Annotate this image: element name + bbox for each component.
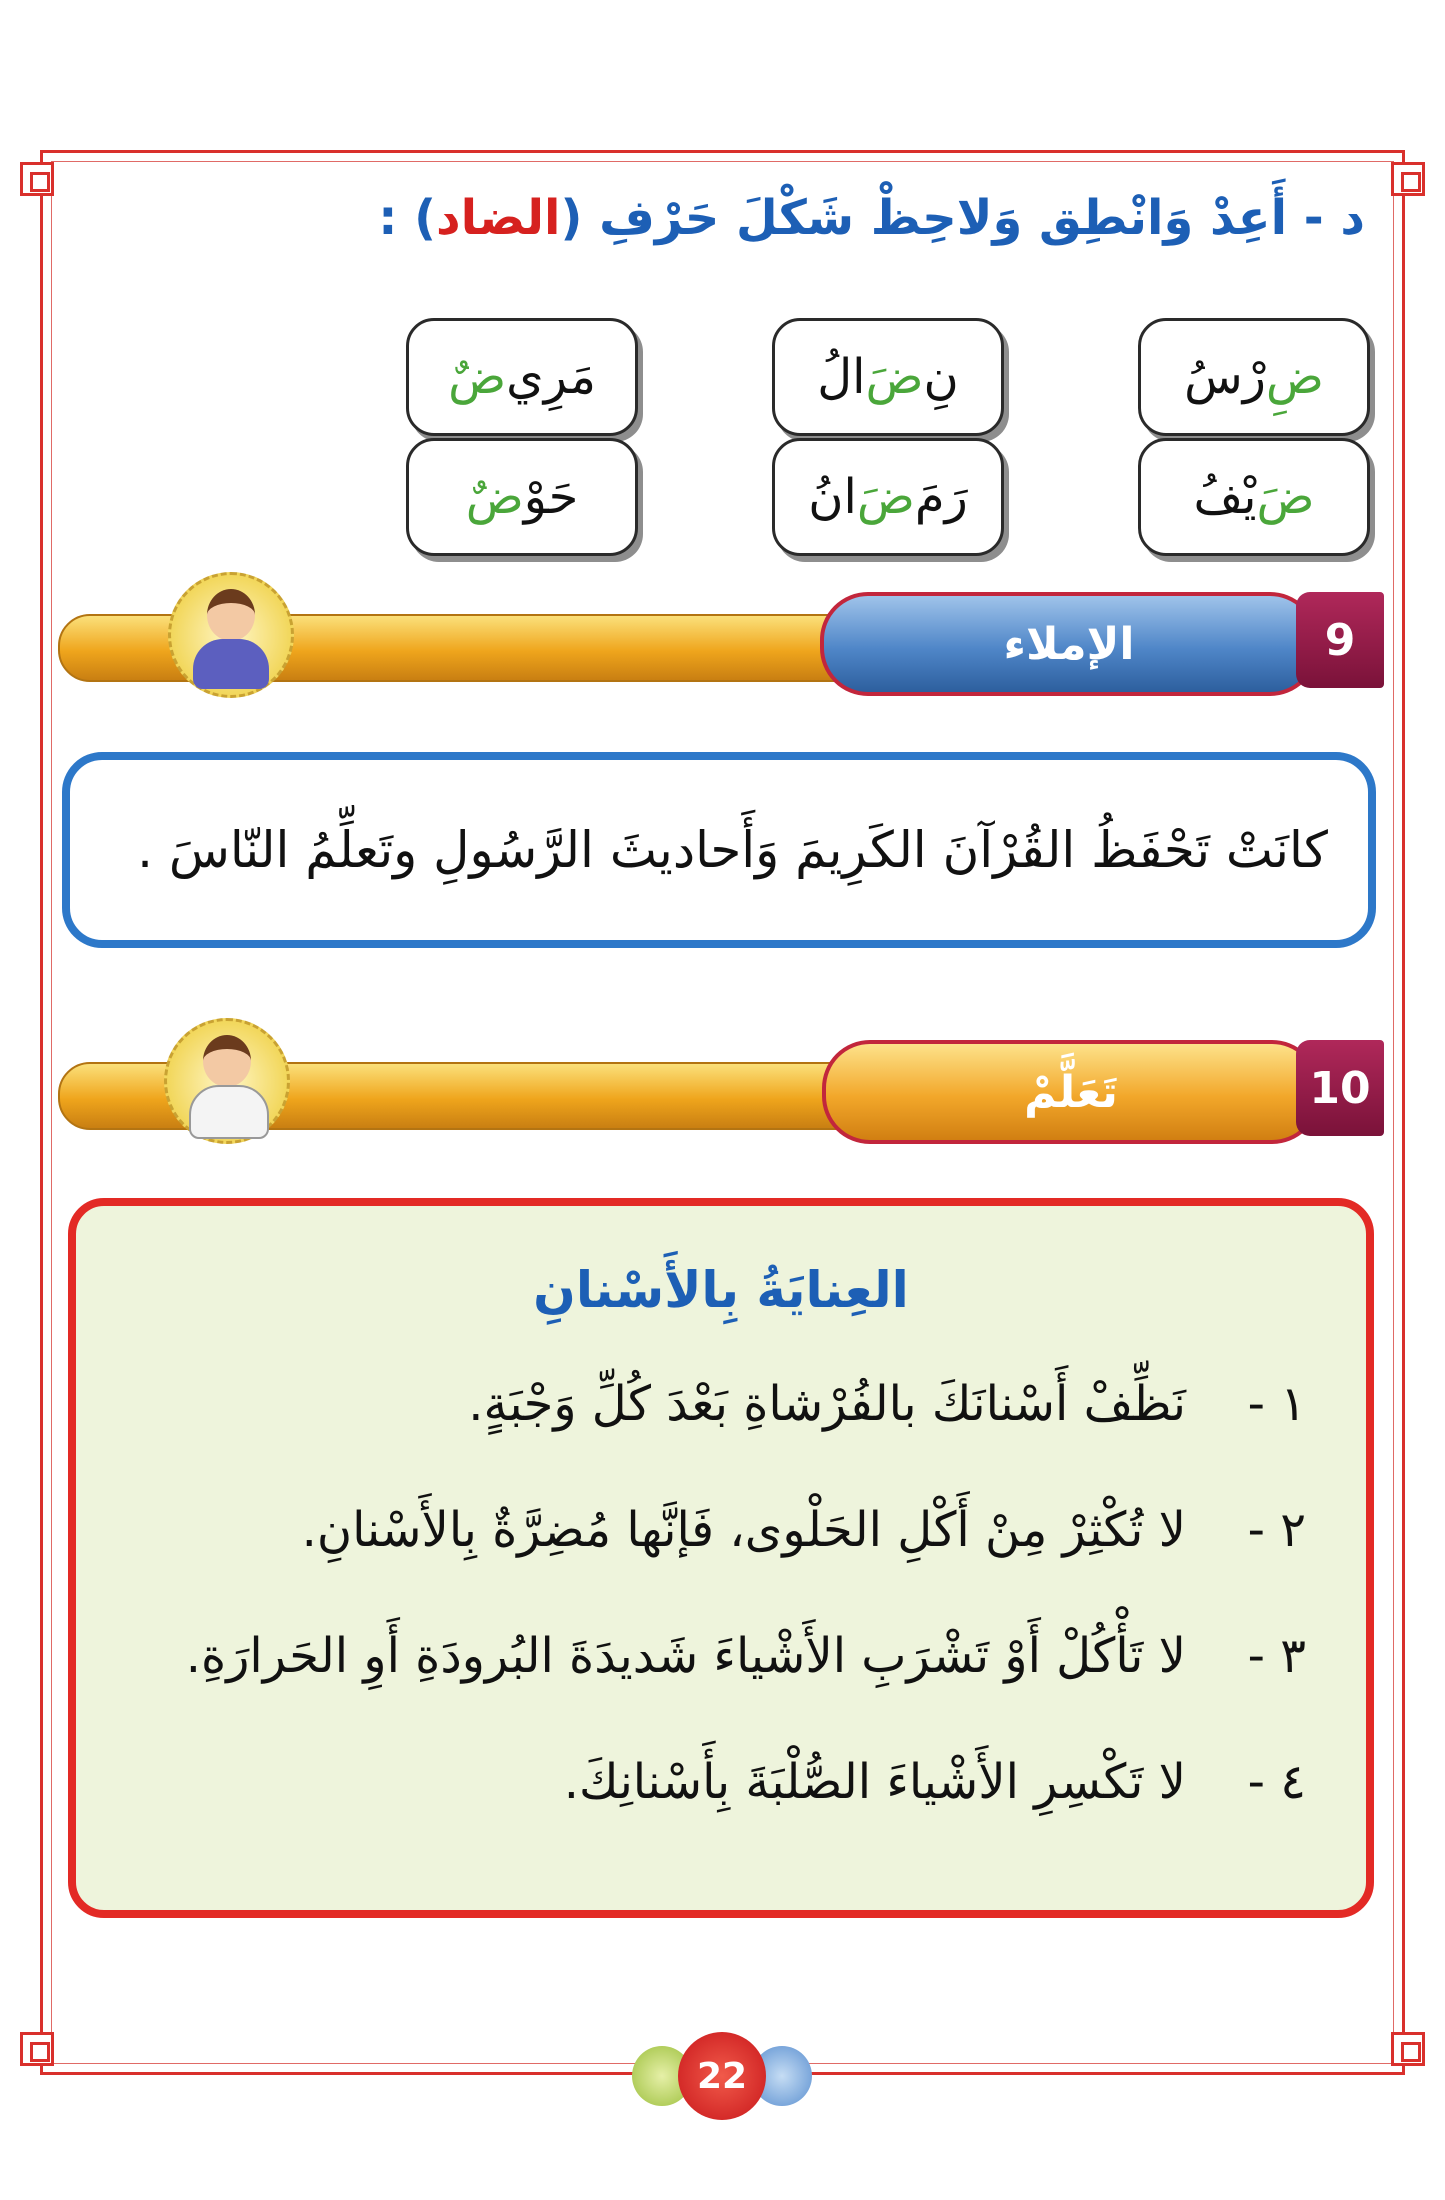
section-title: الإملاء bbox=[1003, 618, 1135, 670]
dictation-box bbox=[62, 752, 1376, 948]
learn-list bbox=[156, 1376, 1306, 1880]
word-highlight: ضِ bbox=[1265, 349, 1324, 405]
list-item bbox=[156, 1376, 1306, 1502]
instruction-letter: الضاد bbox=[436, 190, 561, 246]
word-highlight: ضَ bbox=[865, 349, 924, 405]
word-part: مَرِي bbox=[506, 349, 596, 405]
word-card bbox=[406, 318, 638, 436]
learn-box bbox=[68, 1198, 1374, 1918]
word-card bbox=[1138, 438, 1370, 556]
section-title-pill bbox=[820, 592, 1318, 696]
word-highlight: ضٌ bbox=[465, 469, 524, 525]
word-part: الُ bbox=[817, 349, 866, 405]
page-number: 22 bbox=[696, 2055, 748, 2097]
word-card bbox=[1138, 318, 1370, 436]
item-text: لا تُكْثِرْ مِنْ أَكْلِ الحَلْوى، فَإنَّها مُضِرَّةٌ بِالأَسْنانِ. bbox=[301, 1502, 1186, 1558]
section-number-tab bbox=[1296, 1040, 1384, 1136]
section-number: 10 bbox=[1309, 1062, 1371, 1114]
word-part: نِ bbox=[923, 349, 959, 405]
list-item bbox=[156, 1754, 1306, 1880]
word-highlight: ضَ bbox=[856, 469, 915, 525]
section-title: تَعَلَّمْ bbox=[1024, 1066, 1118, 1118]
word-part: يْفُ bbox=[1193, 469, 1257, 525]
section-title-pill bbox=[822, 1040, 1320, 1144]
item-number: ٣ - bbox=[1247, 1628, 1306, 1684]
item-number: ٢ - bbox=[1247, 1502, 1306, 1558]
instruction-text: د - أَعِدْ وَانْطِق وَلاحِظْ شَكْلَ حَرْفِ ( bbox=[560, 190, 1365, 246]
page-number-circle bbox=[678, 2032, 766, 2120]
section-number: 9 bbox=[1324, 614, 1356, 666]
frame-corner-ornament bbox=[20, 162, 54, 196]
frame-corner-ornament bbox=[20, 2032, 54, 2066]
word-part: انُ bbox=[808, 469, 857, 525]
word-card bbox=[772, 318, 1004, 436]
boy-pointing-illustration bbox=[164, 1018, 290, 1144]
frame-corner-ornament bbox=[1391, 162, 1425, 196]
word-part: حَوْ bbox=[523, 469, 579, 525]
item-text: لا تَأْكُلْ أَوْ تَشْرَبِ الأَشْياءَ شَديدَةَ البُرودَةِ أَوِ الحَرارَةِ. bbox=[185, 1628, 1186, 1684]
dictation-text: كانَتْ تَحْفَظُ القُرْآنَ الكَرِيمَ وَأَحاديثَ الرَّسُولِ وتَعلِّمُ النّاسَ . bbox=[137, 821, 1328, 879]
list-item bbox=[156, 1628, 1306, 1754]
instruction-heading bbox=[265, 190, 1365, 246]
page-number-badge bbox=[632, 2032, 812, 2120]
word-highlight: ضَ bbox=[1256, 469, 1315, 525]
item-text: لا تَكْسِرِ الأَشْياءَ الصُّلْبَةَ بِأَسْنانِكَ. bbox=[563, 1754, 1186, 1810]
boy-writing-illustration bbox=[168, 572, 294, 698]
instruction-suffix: ) : bbox=[378, 190, 437, 246]
section-number-tab bbox=[1296, 592, 1384, 688]
word-highlight: ضٌ bbox=[448, 349, 507, 405]
frame-corner-ornament bbox=[1391, 2032, 1425, 2066]
word-part: رَمَ bbox=[914, 469, 968, 525]
learn-title: العِنايَةُ بِالأَسْنانِ bbox=[533, 1261, 909, 1319]
list-item bbox=[156, 1502, 1306, 1628]
item-text: نَظِّفْ أَسْنانَكَ بالفُرْشاةِ بَعْدَ كُلِّ وَجْبَةٍ. bbox=[468, 1376, 1186, 1432]
word-card bbox=[406, 438, 638, 556]
word-card bbox=[772, 438, 1004, 556]
word-part: رْسُ bbox=[1184, 349, 1266, 405]
item-number: ٤ - bbox=[1247, 1754, 1306, 1810]
item-number: ١ - bbox=[1247, 1376, 1306, 1432]
